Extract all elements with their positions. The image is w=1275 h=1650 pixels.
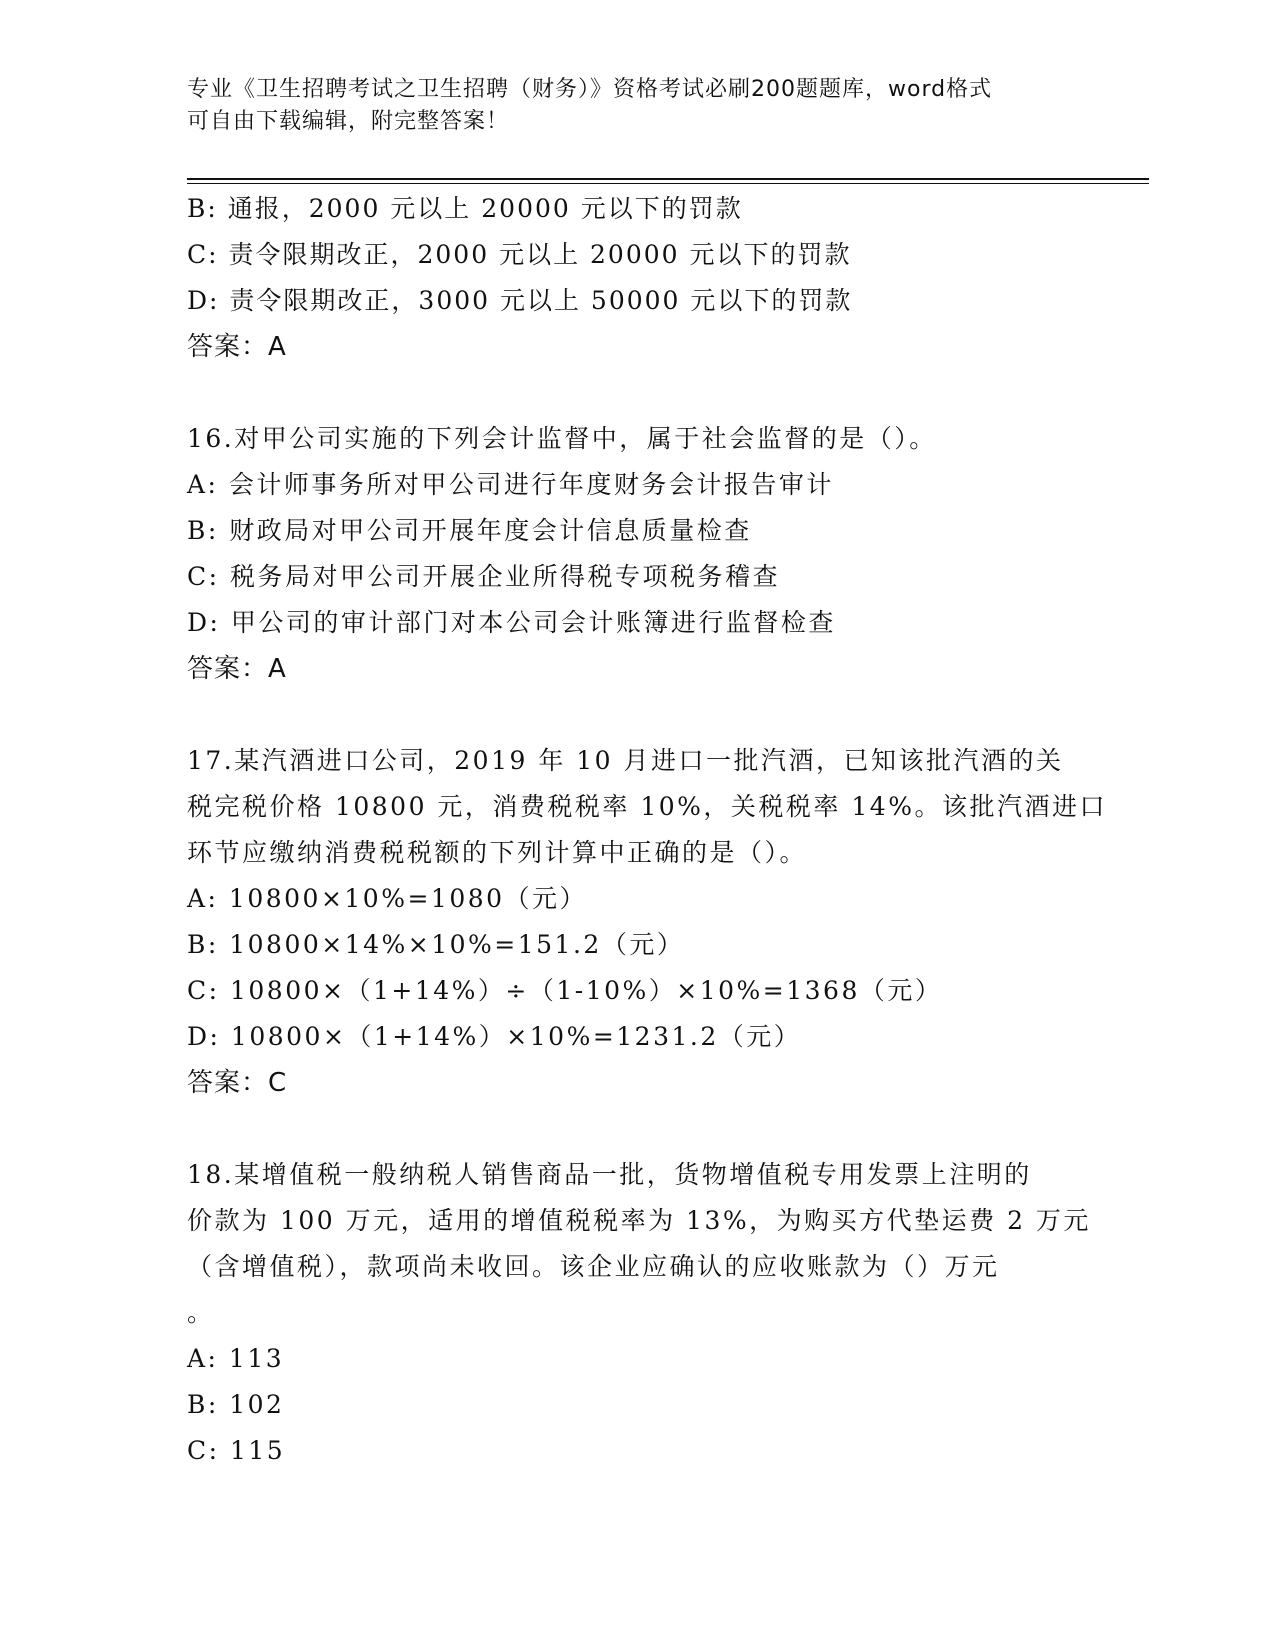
option-c: C: 115: [187, 1436, 286, 1465]
answer-label: 答案：A: [187, 332, 287, 362]
question-18-stem-line-2: 价款为 100 万元，适用的增值税税率为 13%，为购买方代垫运费 2 万元: [187, 1206, 1091, 1235]
question-17-block: [187, 738, 1107, 1106]
option-a: A: 10800×10%=1080（元）: [187, 884, 588, 913]
option-b: B: 通报，2000 元以上 20000 元以下的罚款: [187, 194, 743, 223]
question-18-block: [187, 1152, 1091, 1474]
option-b: B: 10800×14%×10%=151.2（元）: [187, 930, 685, 959]
question-18-stem-line-1: 18.某增值税一般纳税人销售商品一批，货物增值税专用发票上注明的: [187, 1160, 1032, 1189]
question-17-stem-line-1: 17.某汽酒进口公司，2019 年 10 月进口一批汽酒，已知该批汽酒的关: [187, 746, 1064, 775]
header-line-1: 专业《卫生招聘考试之卫生招聘（财务）》资格考试必刷200题题库，word格式: [187, 77, 993, 102]
question-16-stem: 16.对甲公司实施的下列会计监督中，属于社会监督的是（）。: [187, 424, 937, 453]
option-a: A: 113: [187, 1344, 285, 1373]
option-c: C: 10800×（1+14%）÷（1-10%）×10%=1368（元）: [187, 976, 943, 1005]
option-b: B: 102: [187, 1390, 285, 1419]
question-16-block: [187, 416, 1087, 692]
option-d: D: 10800×（1+14%）×10%=1231.2（元）: [187, 1022, 802, 1051]
spacer: [187, 1106, 1087, 1152]
question-17-stem-line-3: 环节应缴纳消费税税额的下列计算中正确的是（）。: [187, 838, 808, 867]
question-18-stem-line-3: （含增值税），款项尚未收回。该企业应确认的应收账款为（）万元: [187, 1252, 1000, 1281]
option-c: C: 税务局对甲公司开展企业所得税专项税务稽查: [187, 562, 780, 591]
answer-label: 答案：C: [187, 1068, 288, 1098]
option-d: D: 责令限期改正，3000 元以上 50000 元以下的罚款: [187, 286, 853, 315]
header-rule-thin: [187, 183, 1149, 184]
option-d: D: 甲公司的审计部门对本公司会计账簿进行监督检查: [187, 608, 836, 637]
option-c: C: 责令限期改正，2000 元以上 20000 元以下的罚款: [187, 240, 852, 269]
question-18-stem-line-4: 。: [187, 1298, 215, 1327]
question-content: [187, 186, 1107, 1474]
question-15-block: [187, 186, 1087, 370]
option-a: A: 会计师事务所对甲公司进行年度财务会计报告审计: [187, 470, 834, 499]
question-17-stem-line-2: 税完税价格 10800 元，消费税税率 10%，关税税率 14%。该批汽酒进口: [187, 792, 1107, 821]
option-b: B: 财政局对甲公司开展年度会计信息质量检查: [187, 516, 752, 545]
spacer: [187, 370, 1087, 416]
spacer: [187, 692, 1087, 738]
header-rule-thick: [187, 178, 1149, 180]
document-header: [187, 74, 1087, 138]
answer-label: 答案：A: [187, 654, 287, 684]
header-line-2: 可自由下载编辑，附完整答案！: [187, 109, 510, 134]
